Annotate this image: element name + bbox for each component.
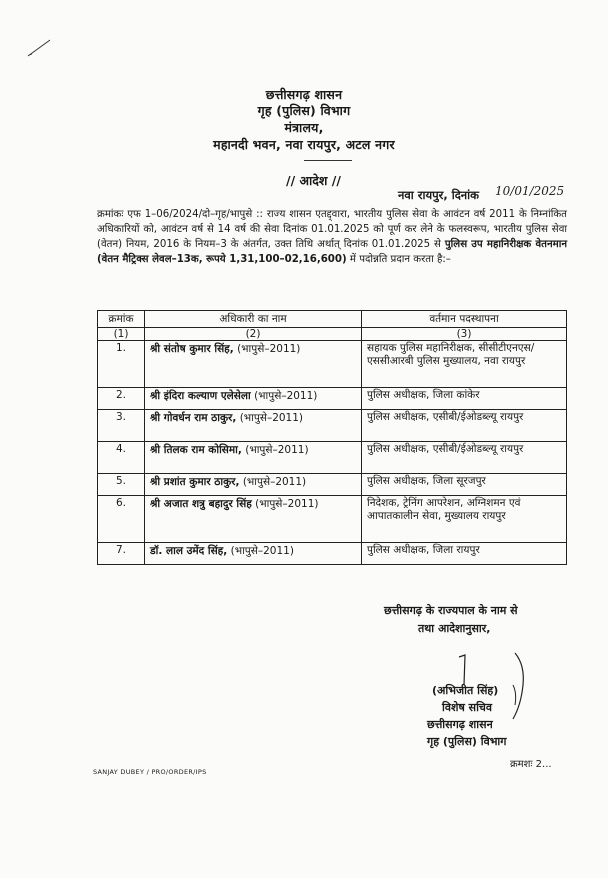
- order-title: // आदेश //: [286, 173, 341, 188]
- table-row: [98, 388, 567, 410]
- header-separator: [304, 160, 352, 161]
- header-address: महानदी भवन, नवा रायपुर, अटल नगर: [213, 137, 395, 152]
- officer-service: (भापुसे–2011): [254, 390, 318, 402]
- table-row: [98, 474, 567, 496]
- handwritten-date: 10/01/2025: [495, 184, 565, 198]
- table-row: [98, 543, 567, 565]
- row-posting: पुलिस अधीक्षक, जिला सूरजपुर: [362, 474, 567, 496]
- table-row: [98, 341, 567, 388]
- header-govt: छत्तीसगढ़ शासन: [265, 87, 343, 102]
- officer-service: (भापुसे–2011): [255, 498, 319, 510]
- officer-name: श्री संतोष कुमार सिंह,: [150, 343, 234, 355]
- row-serial: 3.: [98, 410, 145, 442]
- continuation-mark: क्रमशः 2...: [510, 759, 552, 770]
- table-index-row: [98, 328, 567, 341]
- col-index-1: (1): [98, 328, 145, 341]
- officer-service: (भापुसे–2011): [230, 545, 294, 557]
- officers-table: [97, 310, 567, 565]
- row-serial: 7.: [98, 543, 145, 565]
- header-ministry: मंत्रालय,: [284, 120, 324, 135]
- officer-name: श्री तिलक राम कोसिमा,: [150, 444, 242, 456]
- row-serial: 4.: [98, 442, 145, 474]
- row-serial: 1.: [98, 341, 145, 388]
- footer-reference-code: SANJAY DUBEY / PRO/ORDER/IPS: [93, 768, 207, 776]
- row-posting: पुलिस अधीक्षक, एसीबी/ईओडब्ल्यू रायपुर: [362, 442, 567, 474]
- col-header-name: अधिकारी का नाम: [145, 311, 362, 328]
- place-date-label: नवा रायपुर, दिनांक: [398, 188, 479, 202]
- row-serial: 5.: [98, 474, 145, 496]
- row-officer: [145, 341, 362, 388]
- signatory-designation: विशेष सचिव: [442, 701, 493, 714]
- officer-name: डॉ. लाल उमेंद सिंह,: [150, 545, 228, 557]
- officer-service: (भापुसे–2011): [239, 412, 304, 424]
- row-posting: सहायक पुलिस महानिरीक्षक, सीसीटीएनएस/एससीआरबी पुलिस मुख्यालय, नवा रायपुर: [362, 341, 567, 388]
- header-department: गृह (पुलिस) विभाग: [257, 103, 351, 118]
- row-posting: पुलिस अधीक्षक, एसीबी/ईओडब्ल्यू रायपुर: [362, 410, 567, 442]
- officer-service: (भापुसे–2011): [245, 444, 309, 456]
- officer-service: (भापुसे–2011): [242, 476, 307, 488]
- row-posting: पुलिस अधीक्षक, जिला रायपुर: [362, 543, 567, 565]
- closing-line-2: तथा आदेशानुसार,: [418, 622, 491, 635]
- signatory-dept: गृह (पुलिस) विभाग: [427, 735, 507, 748]
- order-paragraph: [97, 207, 567, 267]
- row-officer: [145, 496, 362, 543]
- row-officer: [145, 410, 362, 442]
- row-serial: 6.: [98, 496, 145, 543]
- row-officer: [145, 543, 362, 565]
- para-bold-pay-scale: पुलिस उप महानिरीक्षक वेतनमान (वेतन मैट्रिक्स लेवल–13क, रूपये 1,31,100–02,16,600): [97, 239, 567, 265]
- row-officer: [145, 442, 362, 474]
- signatory-govt: छत्तीसगढ़ शासन: [427, 718, 493, 731]
- pen-mark: [26, 38, 52, 58]
- col-index-3: (3): [362, 328, 567, 341]
- officer-service: (भापुसे–2011): [237, 343, 301, 355]
- col-index-2: (2): [145, 328, 362, 341]
- para-text-2: में पदोन्नति प्रदान करता है:–: [346, 254, 451, 265]
- table-header-row: [98, 311, 567, 328]
- para-text-1: क्रमांकः एफ 1–06/2024/दो–गृह/भापुसे :: राज्य शासन एतद्द्वारा, भारतीय पुलिस सेवा के आवंटन वर्ष 2011 के निम्नांकित अधिकारियों को, आवंटन वर्ष से 14 वर्ष की सेवा दिनांक 01.01.2025 को पूर्ण कर लेने के फलस्वरूप, भारतीय पुलिस सेवा (वेतन) नियम, 2016 के नियम–3 के अंतर्गत, उक्त तिथि अर्थात् दिनांक 01.01.2025 से: [97, 209, 567, 250]
- signatory-name: (अभिजीत सिंह): [432, 684, 499, 697]
- officer-name: श्री अजात शत्रु बहादुर सिंह: [150, 498, 252, 510]
- table-row: [98, 410, 567, 442]
- officer-name: श्री इंदिरा कल्याण एलेसेला: [150, 390, 251, 402]
- row-serial: 2.: [98, 388, 145, 410]
- officer-name: श्री प्रशांत कुमार ठाकुर,: [150, 476, 240, 488]
- row-officer: [145, 388, 362, 410]
- col-header-posting: वर्तमान पदस्थापना: [362, 311, 567, 328]
- table-row: [98, 496, 567, 543]
- col-header-serial: क्रमांक: [98, 311, 145, 328]
- row-posting: पुलिस अधीक्षक, जिला कांकेर: [362, 388, 567, 410]
- closing-line-1: छत्तीसगढ़ के राज्यपाल के नाम से: [384, 604, 518, 617]
- row-posting: निदेशक, ट्रेनिंग आपरेशन, अग्निशमन एवं आपातकालीन सेवा, मुख्यालय रायपुर: [362, 496, 567, 543]
- row-officer: [145, 474, 362, 496]
- table-row: [98, 442, 567, 474]
- officer-name: श्री गोवर्धन राम ठाकुर,: [150, 412, 237, 424]
